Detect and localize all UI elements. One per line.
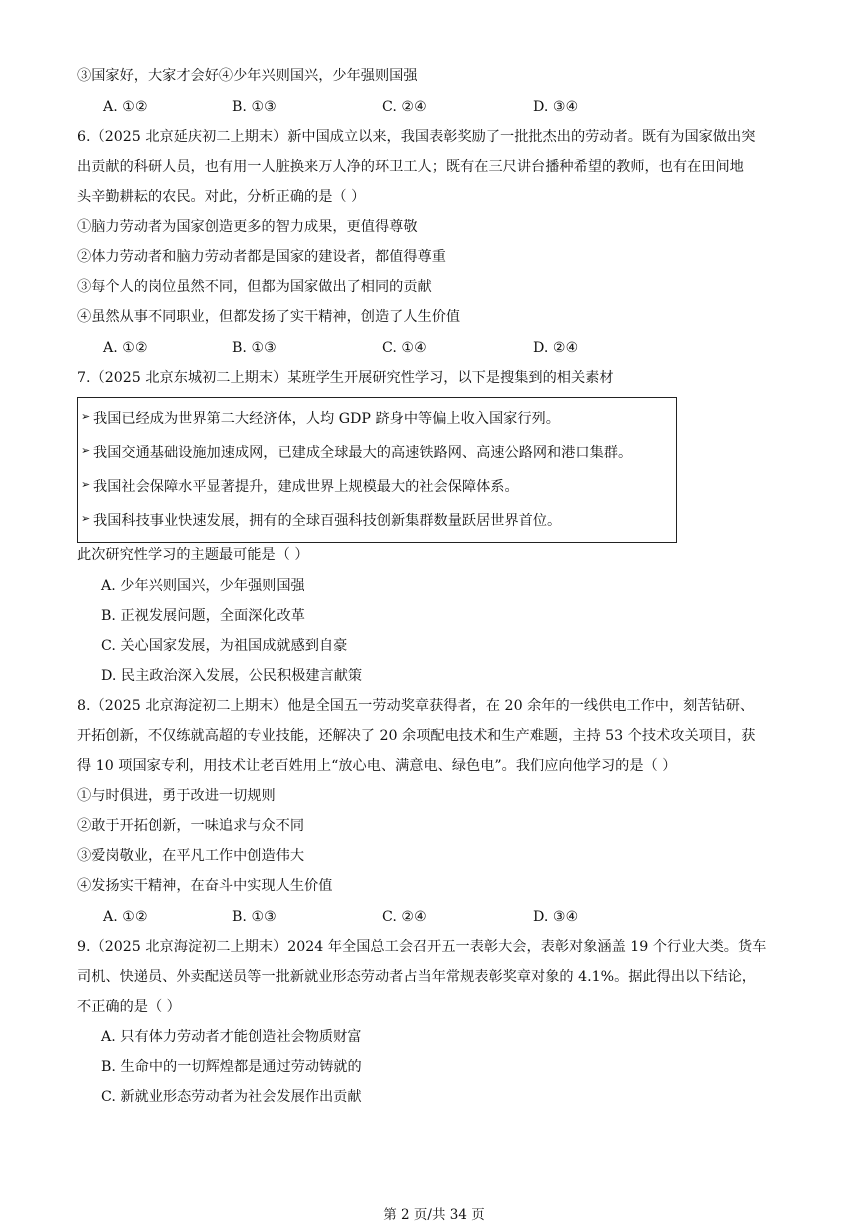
q6-choice-c: C. ①④ bbox=[382, 340, 427, 356]
q6-choice-a: A. ①② bbox=[103, 340, 148, 356]
q6-statement: ④虽然从事不同职业，但都发扬了实干精神，创造了人生价值 bbox=[77, 309, 461, 325]
q7-material-text: 我国科技事业快速发展，拥有的全球百强科技创新集群数量跃居世界首位。 bbox=[93, 513, 562, 529]
q8-stem-line: 得 10 项国家专利，用技术让老百姓用上“放心电、满意电、绿色电”。我们应向他学习的是（ ） bbox=[77, 758, 677, 774]
q8-choice-b: B. ①③ bbox=[232, 909, 277, 925]
arrow-bullet-icon: ➢ bbox=[81, 478, 91, 491]
q7-option-a: A. 少年兴则国兴，少年强则国强 bbox=[101, 578, 305, 594]
q9-option-c: C. 新就业形态劳动者为社会发展作出贡献 bbox=[101, 1089, 362, 1105]
q7-option-c: C. 关心国家发展，为祖国成就感到自豪 bbox=[101, 638, 348, 654]
q6-stem-line: 6.（2025 北京延庆初二上期末）新中国成立以来，我国表彰奖励了一批批杰出的劳动者。既有为国家做出突 bbox=[77, 129, 756, 145]
q8-choice-c: C. ②④ bbox=[382, 909, 427, 925]
q7-material-text: 我国社会保障水平显著提升，建成世界上规模最大的社会保障体系。 bbox=[93, 479, 519, 495]
q6-statement: ②体力劳动者和脑力劳动者都是国家的建设者，都值得尊重 bbox=[77, 249, 446, 265]
q6-choice-d: D. ②④ bbox=[533, 340, 579, 356]
q6-stem-line: 头辛勤耕耘的农民。对此，分析正确的是（ ） bbox=[77, 189, 366, 205]
q7-material-item bbox=[81, 407, 560, 429]
q7-material-box bbox=[77, 397, 677, 543]
q9-stem-line: 不正确的是（ ） bbox=[77, 999, 181, 1015]
q7-question: 此次研究性学习的主题最可能是（ ） bbox=[77, 547, 309, 563]
q6-stem-line: 出贡献的科研人员，也有用一人脏换来万人净的环卫工人；既有在三尺讲台播种希望的教师，也有在田间地 bbox=[77, 159, 744, 175]
q7-material-item bbox=[81, 509, 561, 531]
q5-option-line: ③国家好，大家才会好④少年兴则国兴，少年强则国强 bbox=[77, 68, 418, 84]
arrow-bullet-icon: ➢ bbox=[81, 410, 91, 423]
q8-choice-d: D. ③④ bbox=[533, 909, 579, 925]
q7-option-d: D. 民主政治深入发展，公民积极建言献策 bbox=[101, 668, 363, 684]
q8-stem-line: 开拓创新，不仅练就高超的专业技能，还解决了 20 余项配电技术和生产难题，主持 53 个技术攻关项目，获 bbox=[77, 728, 756, 744]
q8-stem-line: 8.（2025 北京海淀初二上期末）他是全国五一劳动奖章获得者，在 20 余年的一线供电工作中，刻苦钻研、 bbox=[77, 698, 755, 714]
arrow-bullet-icon: ➢ bbox=[81, 512, 91, 525]
q9-stem-line: 司机、快递员、外卖配送员等一批新就业形态劳动者占当年常规表彰奖章对象的 4.1%。据此得出以下结论， bbox=[77, 969, 756, 985]
q5-choice-a: A. ①② bbox=[103, 99, 148, 115]
q8-statement: ②敢于开拓创新，一味追求与众不同 bbox=[77, 818, 305, 834]
q5-choice-d: D. ③④ bbox=[533, 99, 579, 115]
q7-material-text: 我国已经成为世界第二大经济体，人均 GDP 跻身中等偏上收入国家行列。 bbox=[93, 411, 560, 427]
q6-choice-b: B. ①③ bbox=[232, 340, 277, 356]
q8-statement: ③爱岗敬业，在平凡工作中创造伟大 bbox=[77, 848, 305, 864]
q7-material-item bbox=[81, 475, 519, 497]
q8-statement: ①与时俱进，勇于改进一切规则 bbox=[77, 788, 276, 804]
q7-material-item bbox=[81, 441, 632, 463]
q7-material-text: 我国交通基础设施加速成网，已建成全球最大的高速铁路网、高速公路网和港口集群。 bbox=[93, 445, 633, 461]
q7-option-b: B. 正视发展问题，全面深化改革 bbox=[101, 608, 305, 624]
q7-stem: 7.（2025 北京东城初二上期末）某班学生开展研究性学习，以下是搜集到的相关素材 bbox=[77, 370, 614, 386]
q5-choice-c: C. ②④ bbox=[382, 99, 427, 115]
q6-statement: ①脑力劳动者为国家创造更多的智力成果，更值得尊敬 bbox=[77, 219, 418, 235]
q9-option-a: A. 只有体力劳动者才能创造社会物质财富 bbox=[101, 1029, 362, 1045]
page-number: 第 2 页/共 34 页 bbox=[383, 1207, 485, 1223]
q9-option-b: B. 生命中的一切辉煌都是通过劳动铸就的 bbox=[101, 1059, 362, 1075]
q8-statement: ④发扬实干精神，在奋斗中实现人生价值 bbox=[77, 878, 333, 894]
arrow-bullet-icon: ➢ bbox=[81, 444, 91, 457]
q8-choice-a: A. ①② bbox=[103, 909, 148, 925]
q9-stem-line: 9.（2025 北京海淀初二上期末）2024 年全国总工会召开五一表彰大会，表彰对象涵盖 19 个行业大类。货车 bbox=[77, 939, 767, 955]
q6-statement: ③每个人的岗位虽然不同，但都为国家做出了相同的贡献 bbox=[77, 279, 432, 295]
q5-choice-b: B. ①③ bbox=[232, 99, 277, 115]
